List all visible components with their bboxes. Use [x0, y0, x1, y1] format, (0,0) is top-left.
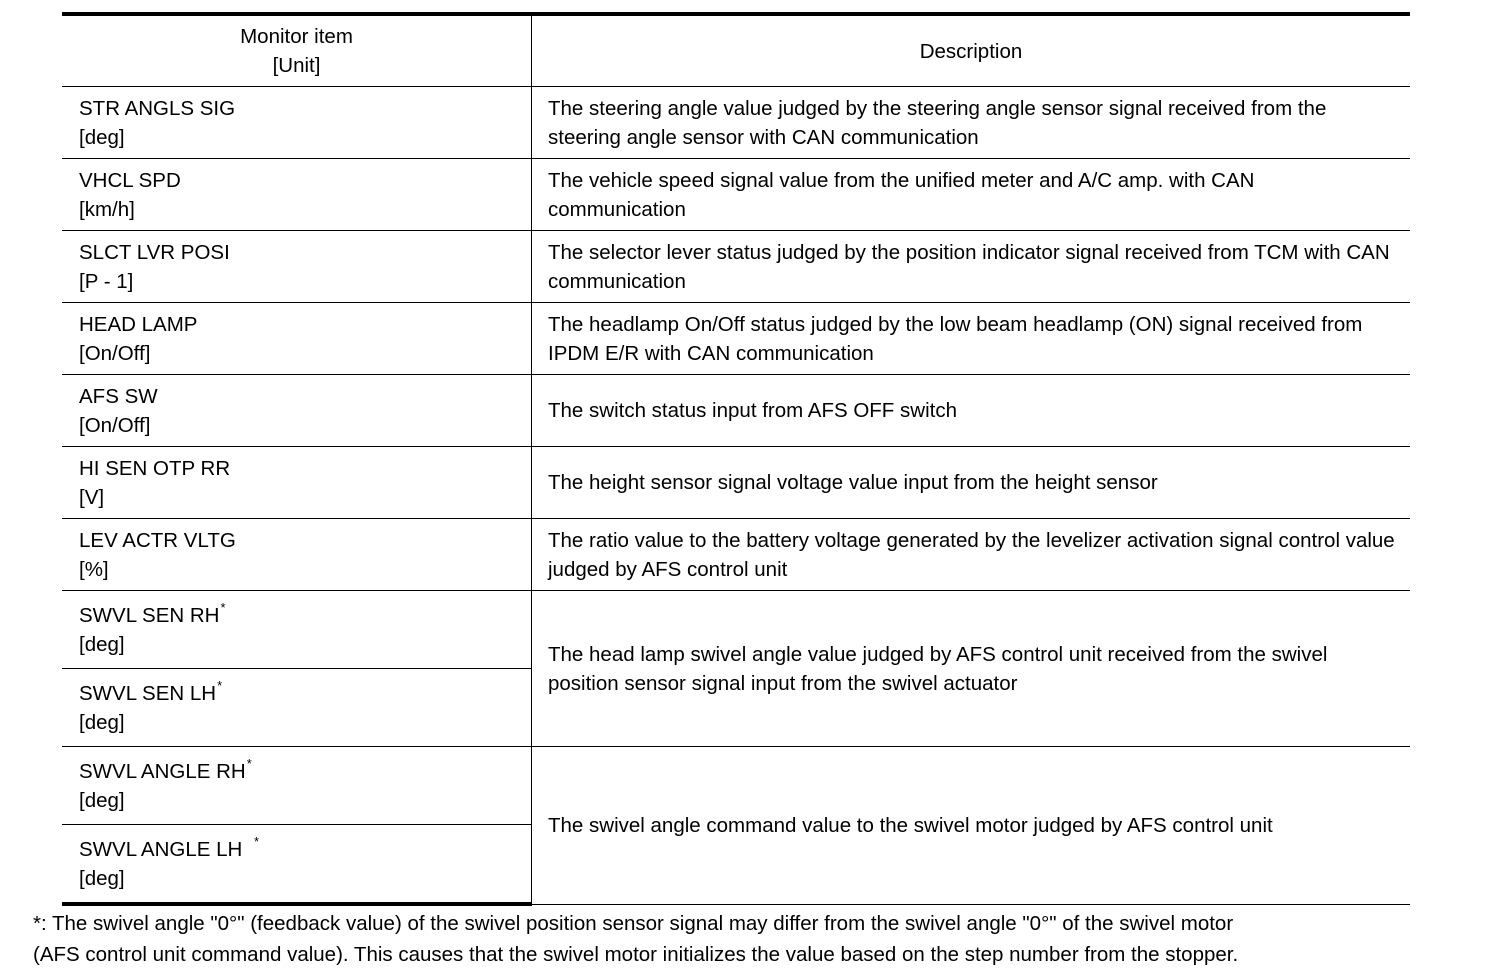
footnote-mark: *: [254, 833, 260, 849]
monitor-item-cell: [62, 747, 532, 825]
table-row: [62, 447, 1410, 519]
footnote-mark: *: [217, 677, 223, 693]
header-item-label: Monitor item: [240, 25, 353, 48]
monitor-item-cell: [62, 519, 532, 591]
description-cell: The steering angle value judged by the steering angle sensor signal received from the steering angle sensor with CAN communication: [532, 87, 1411, 159]
table-row: [62, 303, 1410, 375]
monitor-item-cell: [62, 591, 532, 669]
footnote-line: (AFS control unit command value). This causes that the swivel motor initializes the value based on the step number from the stopper.: [33, 943, 1239, 966]
item-name: AFS SW: [79, 384, 158, 408]
item-name-text: SWVL SEN RH: [79, 603, 220, 627]
description-cell: The switch status input from AFS OFF switch: [532, 375, 1411, 447]
item-unit: [deg]: [79, 632, 125, 656]
monitor-item-cell: [62, 231, 532, 303]
item-name: LEV ACTR VLTG: [79, 528, 236, 552]
monitor-item-table: [62, 12, 1410, 906]
footnote-mark: *: [246, 755, 252, 771]
footnote-line: *: The swivel angle "0°" (feedback value) of the swivel position sensor signal may differ from the swivel angle "0°" of the swivel motor: [33, 912, 1234, 935]
item-unit: [deg]: [79, 710, 125, 734]
table-header-row: [62, 14, 1410, 87]
description-cell: The headlamp On/Off status judged by the low beam headlamp (ON) signal received from IPDM E/R with CAN communication: [532, 303, 1411, 375]
item-name-text: SWVL ANGLE RH: [79, 759, 246, 783]
item-unit: [deg]: [79, 866, 125, 890]
monitor-item-cell: [62, 447, 532, 519]
monitor-item-cell: [62, 87, 532, 159]
table-row: [62, 159, 1410, 231]
item-name-text: SWVL SEN LH: [79, 681, 217, 705]
description-cell: The vehicle speed signal value from the unified meter and A/C amp. with CAN communication: [532, 159, 1411, 231]
item-name-text: SWVL ANGLE LH: [79, 837, 248, 861]
header-monitor-item: [62, 14, 532, 87]
item-name: HI SEN OTP RR: [79, 456, 231, 480]
item-name: STR ANGLS SIG: [79, 96, 236, 120]
item-unit: [%]: [79, 557, 109, 581]
table-row: [62, 519, 1410, 591]
table-row: [62, 87, 1410, 159]
item-name: [79, 679, 531, 708]
item-name: VHCL SPD: [79, 168, 181, 192]
footnote-mark: *: [220, 599, 226, 615]
monitor-item-cell: [62, 375, 532, 447]
item-unit: [On/Off]: [79, 341, 151, 365]
description-cell: The swivel angle command value to the swivel motor judged by AFS control unit: [532, 747, 1411, 905]
header-unit-label: [Unit]: [272, 54, 321, 77]
item-unit: [On/Off]: [79, 413, 151, 437]
item-unit: [V]: [79, 485, 105, 509]
table-row: [62, 375, 1410, 447]
description-cell: The ratio value to the battery voltage generated by the levelizer activation signal control value judged by AFS control unit: [532, 519, 1411, 591]
table-row: [62, 231, 1410, 303]
monitor-item-cell: [62, 159, 532, 231]
monitor-item-cell: [62, 669, 532, 747]
monitor-item-cell: [62, 825, 532, 905]
description-cell: The head lamp swivel angle value judged by AFS control unit received from the swivel position sensor signal input from the swivel actuator: [532, 591, 1411, 747]
description-cell: The height sensor signal voltage value input from the height sensor: [532, 447, 1411, 519]
item-unit: [P - 1]: [79, 269, 134, 293]
item-name: HEAD LAMP: [79, 312, 198, 336]
item-name: [79, 835, 531, 864]
header-description: Description: [532, 14, 1411, 87]
item-name: [79, 757, 531, 786]
table-row: [62, 591, 1410, 669]
footnote: [33, 908, 1453, 970]
item-name: SLCT LVR POSI: [79, 240, 230, 264]
table-row: [62, 747, 1410, 825]
item-name: [79, 601, 531, 630]
description-cell: The selector lever status judged by the position indicator signal received from TCM with CAN communication: [532, 231, 1411, 303]
item-unit: [deg]: [79, 788, 125, 812]
monitor-item-cell: [62, 303, 532, 375]
item-unit: [km/h]: [79, 197, 135, 221]
item-unit: [deg]: [79, 125, 125, 149]
